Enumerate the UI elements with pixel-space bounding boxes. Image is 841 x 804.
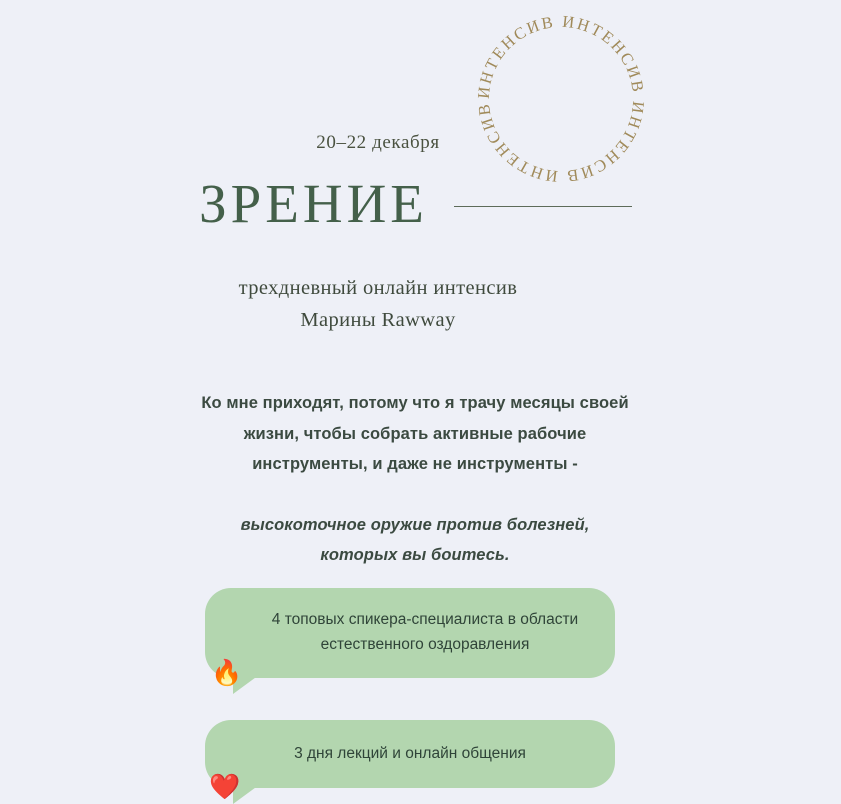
fire-emoji: 🔥 [211, 658, 243, 687]
title-row [0, 173, 841, 234]
event-date: 20–22 декабря [316, 132, 440, 153]
lead-emphasis [200, 510, 630, 571]
bubble-body-2 [205, 720, 615, 789]
feature-bubble-1 [205, 588, 615, 687]
bubble-text-2: 3 дня лекций и онлайн общения [294, 744, 526, 762]
subtitle-line-2: Марины Rawway [300, 308, 456, 331]
event-subtitle [0, 273, 841, 337]
badge-text-path: ИНТЕНСИВ ИНТЕНСИВ ИНТЕНСИВ ИНТЕНСИВ [473, 11, 649, 187]
subtitle-line-1: трехдневный онлайн интенсив [238, 277, 518, 299]
lead-emphasis-line-2: которых вы боитесь. [320, 546, 510, 565]
lead-emphasis-line-1: высокоточное оружие против болезней, [240, 515, 590, 534]
page-title: ЗРЕНИЕ [199, 173, 428, 234]
hero-section [0, 132, 841, 337]
feature-bubble-2 [205, 720, 615, 802]
feature-bubbles [0, 588, 841, 802]
red-heart-emoji: ❤️ [209, 773, 241, 802]
bubble-text-1: 4 топовых спикера-специалиста в области естественного оздоравления [271, 611, 579, 653]
bubble-body-1 [205, 588, 615, 678]
lead-section [0, 388, 841, 571]
title-divider [454, 206, 632, 207]
lead-paragraph: Ко мне приходят, потому что я трачу месяцы своей жизни, чтобы собрать активные рабочие инструменты, и даже не инструменты - [201, 394, 629, 474]
